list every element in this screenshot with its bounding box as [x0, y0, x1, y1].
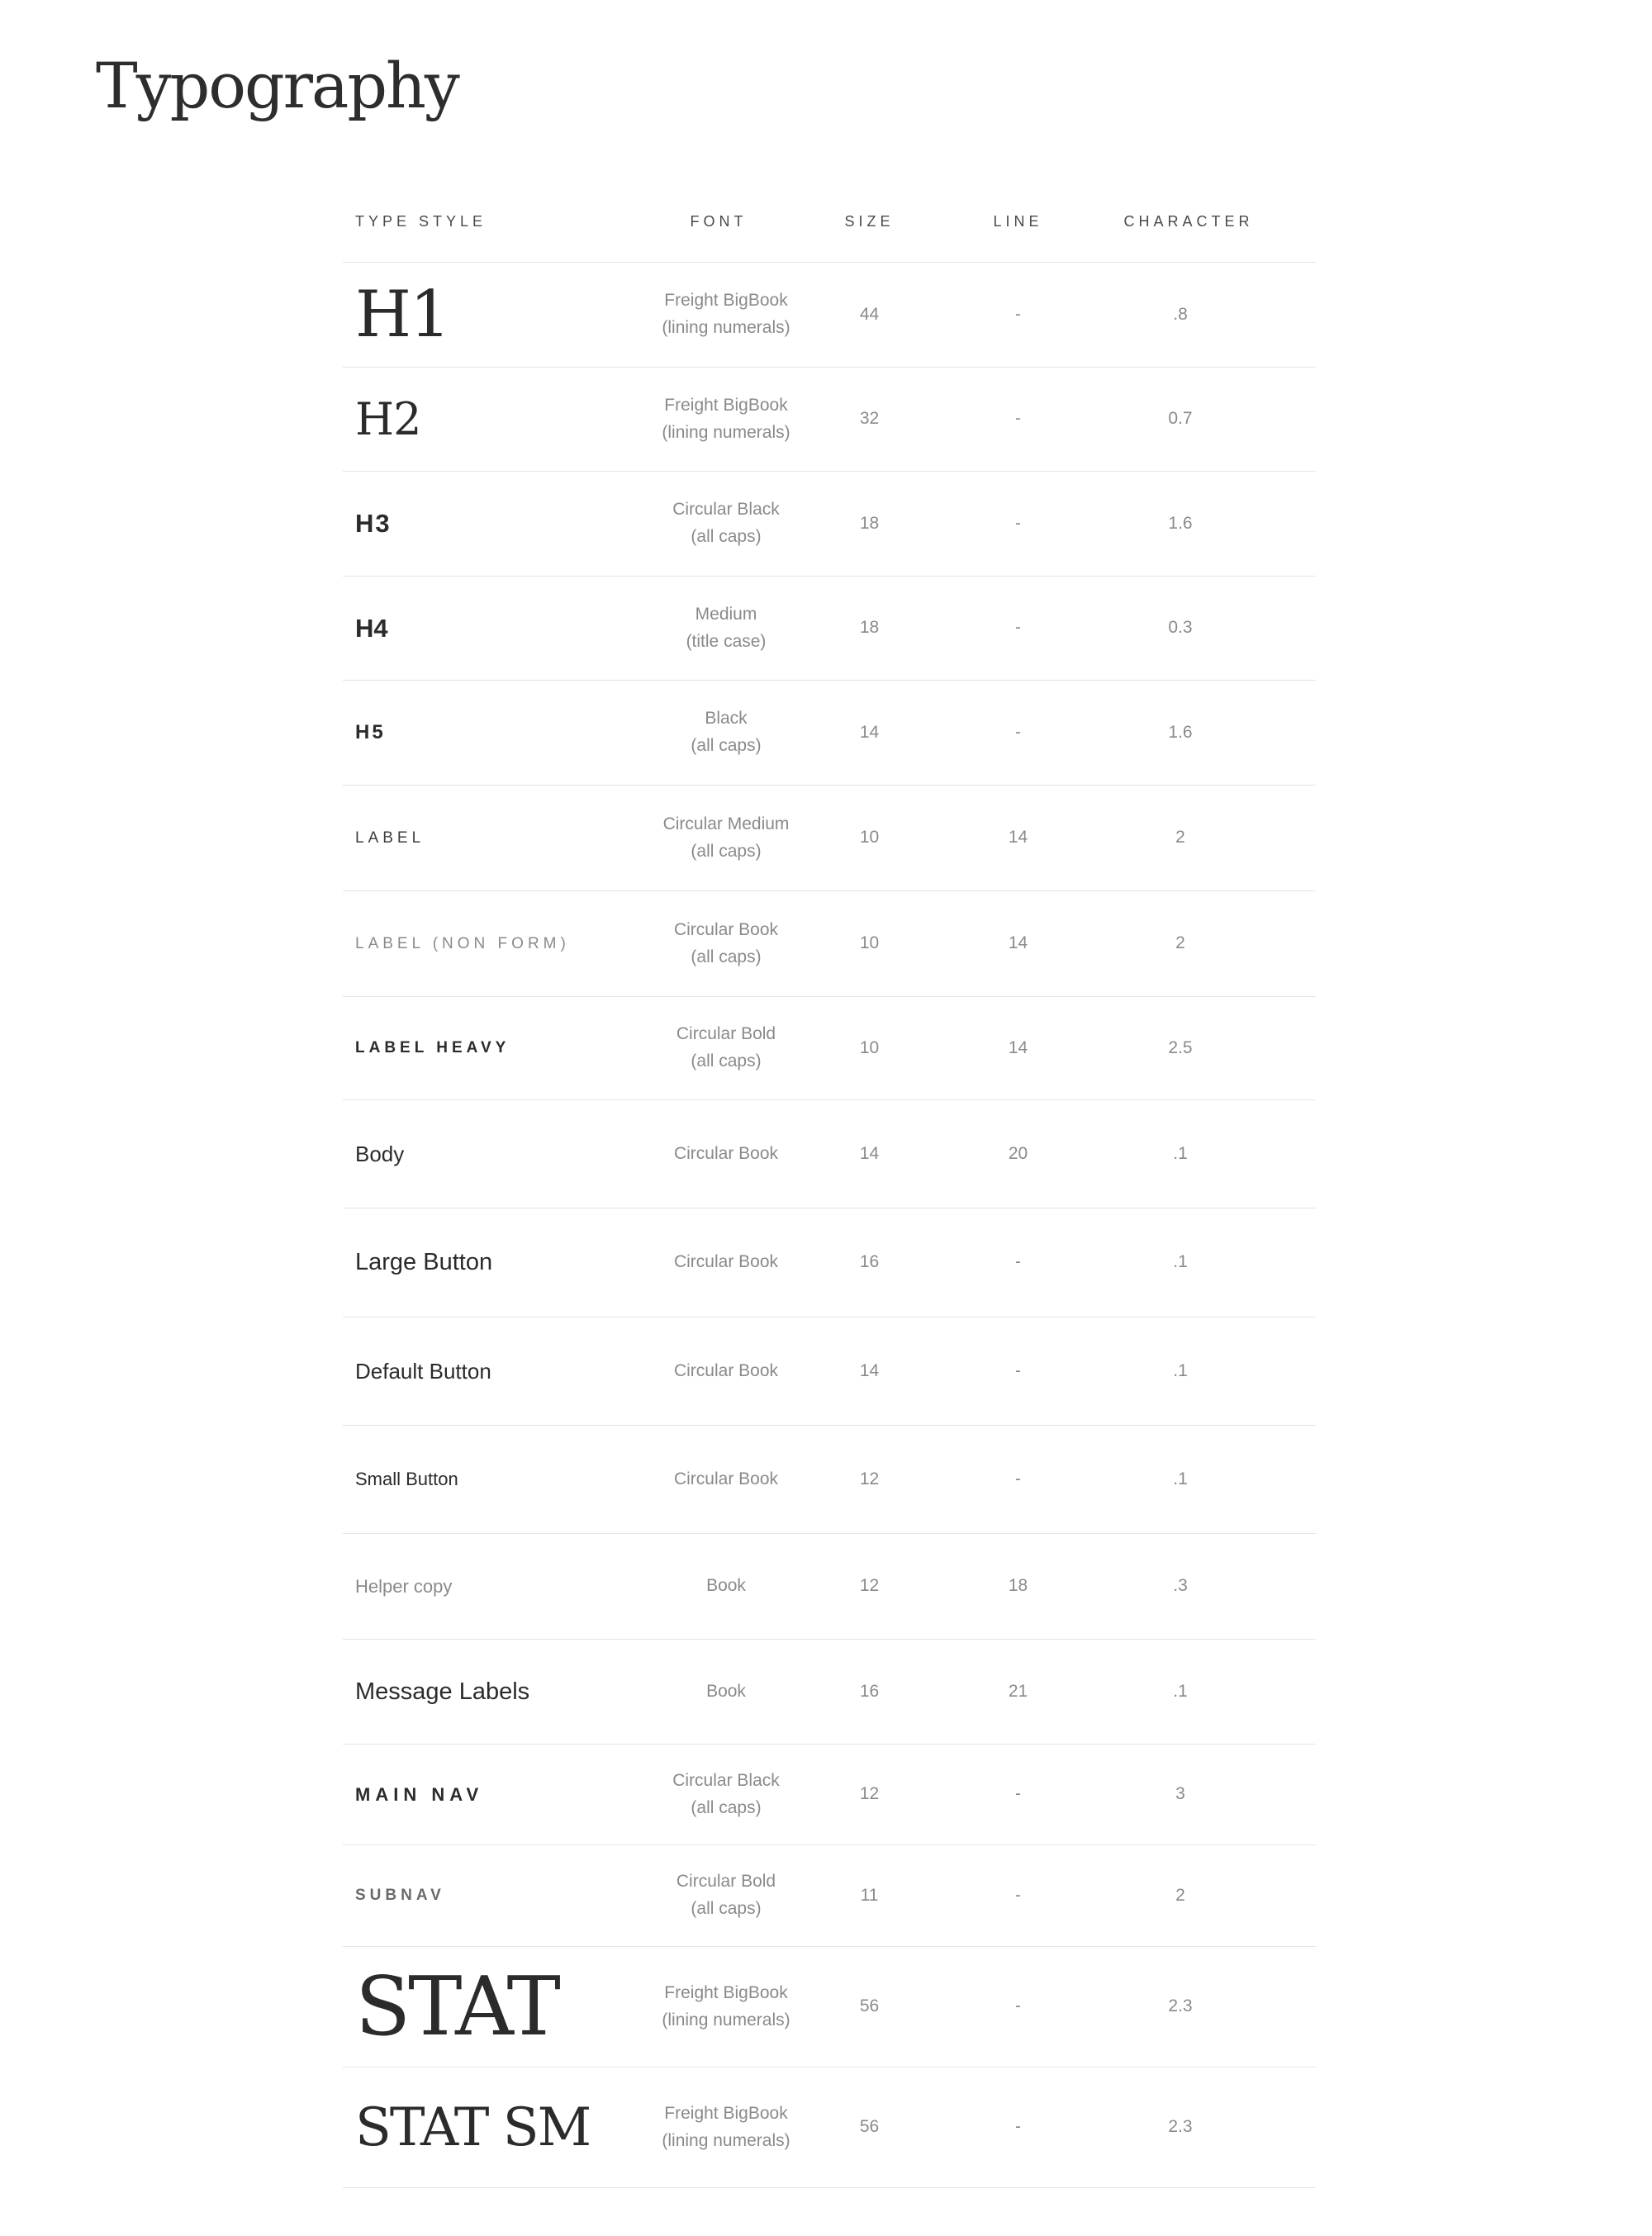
font-name: Freight BigBook [664, 291, 788, 311]
character-cell: 0.3 [1168, 618, 1193, 638]
size-cell: 18 [859, 618, 880, 638]
type-sample: STAT [355, 1959, 558, 2054]
font-cell [615, 1358, 805, 1385]
font-cell [615, 601, 805, 655]
font-name: Circular Bold [676, 1024, 776, 1044]
line-cell: - [1015, 1360, 1021, 1380]
character-cell: .1 [1173, 1143, 1188, 1163]
character-cell: .1 [1173, 1360, 1188, 1380]
font-name: Circular Book [673, 1252, 779, 1272]
table-row [343, 1534, 1316, 1640]
page-title: Typography [96, 49, 458, 122]
font-name: Freight BigBook [664, 1982, 788, 2002]
table-row [343, 577, 1316, 681]
font-name: Circular Bold [676, 1872, 776, 1892]
font-cell [615, 392, 805, 446]
font-note: (all caps) [691, 1899, 762, 1918]
size-cell: 56 [859, 1996, 880, 2016]
font-cell [615, 287, 805, 341]
table-row [343, 786, 1316, 891]
font-cell [615, 1249, 805, 1276]
line-cell: 20 [1008, 1143, 1028, 1163]
character-cell: 3 [1175, 1784, 1185, 1804]
table-row [343, 997, 1316, 1100]
header-type-style: TYPE STYLE [355, 213, 487, 230]
size-cell: 12 [859, 1784, 880, 1804]
character-cell: 2 [1175, 1885, 1185, 1905]
table-row [343, 1100, 1316, 1208]
table-row [343, 1317, 1316, 1426]
size-cell: 10 [859, 828, 880, 847]
type-sample: H2 [355, 393, 421, 445]
size-cell: 14 [859, 1360, 880, 1380]
character-cell: 1.6 [1168, 722, 1193, 742]
line-cell: 14 [1008, 828, 1028, 847]
character-cell: 2.3 [1168, 1996, 1193, 2016]
character-cell: .1 [1173, 1469, 1188, 1488]
character-cell: 2.5 [1168, 1037, 1193, 1057]
table-row [343, 891, 1316, 997]
font-note: (title case) [686, 631, 767, 651]
font-name: Circular Black [672, 1770, 780, 1790]
character-cell: .8 [1173, 304, 1188, 324]
type-sample: Default Button [355, 1358, 491, 1384]
font-name: Freight BigBook [664, 2103, 788, 2123]
table-header [343, 182, 1316, 263]
table-row [343, 1208, 1316, 1317]
font-note: (all caps) [691, 1797, 762, 1817]
line-cell: 14 [1008, 1037, 1028, 1057]
font-name: Circular Black [672, 500, 780, 520]
line-cell: 18 [1008, 1576, 1028, 1596]
size-cell: 16 [859, 1681, 880, 1701]
line-cell: - [1015, 2117, 1021, 2137]
table-row [343, 1845, 1316, 1947]
font-note: (lining numerals) [662, 2010, 790, 2029]
font-note: (lining numerals) [662, 318, 790, 337]
font-note: (all caps) [691, 527, 762, 546]
character-cell: 1.6 [1168, 513, 1193, 533]
character-cell: .1 [1173, 1681, 1188, 1701]
size-cell: 56 [859, 2117, 880, 2137]
table-row [343, 263, 1316, 368]
line-cell: - [1015, 618, 1021, 638]
type-sample: LABEL [355, 828, 425, 847]
table-row [343, 1947, 1316, 2067]
size-cell: 11 [860, 1885, 879, 1905]
font-note: (lining numerals) [662, 2130, 790, 2150]
line-cell: - [1015, 1252, 1021, 1272]
character-cell: 2.3 [1168, 2117, 1193, 2137]
type-sample: H3 [355, 509, 392, 538]
character-cell: .1 [1173, 1252, 1188, 1272]
line-cell: 14 [1008, 933, 1028, 953]
font-cell [615, 1868, 805, 1922]
table-row [343, 681, 1316, 786]
font-name: Circular Book [673, 1143, 779, 1163]
header-font: FONT [690, 213, 748, 230]
font-cell [615, 1768, 805, 1821]
font-name: Circular Book [673, 1469, 779, 1488]
font-cell [615, 1980, 805, 2034]
size-cell: 16 [859, 1252, 880, 1272]
line-cell: - [1015, 722, 1021, 742]
size-cell: 18 [859, 513, 880, 533]
type-sample: Helper copy [355, 1575, 453, 1597]
type-sample: LABEL (NON FORM) [355, 934, 570, 952]
type-sample: MAIN NAV [355, 1783, 484, 1805]
character-cell: 2 [1175, 828, 1185, 847]
font-cell [615, 917, 805, 971]
font-name: Book [706, 1576, 746, 1596]
header-size: SIZE [844, 213, 895, 230]
table-row [343, 2067, 1316, 2188]
character-cell: 0.7 [1168, 409, 1193, 429]
typography-table [343, 182, 1316, 2188]
size-cell: 10 [859, 1037, 880, 1057]
size-cell: 44 [859, 304, 880, 324]
font-name: Book [706, 1681, 746, 1701]
font-name: Black [705, 709, 748, 729]
font-cell [615, 2101, 805, 2154]
font-name: Circular Medium [662, 814, 790, 833]
line-cell: - [1015, 1996, 1021, 2016]
type-sample: Small Button [355, 1469, 458, 1489]
type-sample: Large Button [355, 1249, 493, 1275]
type-sample: STAT SM [355, 2096, 591, 2158]
type-sample: SUBNAV [355, 1887, 445, 1904]
size-cell: 32 [859, 409, 880, 429]
font-note: (all caps) [691, 736, 762, 755]
size-cell: 10 [859, 933, 880, 953]
table-row [343, 1426, 1316, 1534]
character-cell: .3 [1173, 1576, 1188, 1596]
line-cell: - [1015, 304, 1021, 324]
line-cell: 21 [1008, 1681, 1028, 1701]
font-cell [615, 496, 805, 550]
line-cell: - [1015, 1784, 1021, 1804]
size-cell: 12 [859, 1576, 880, 1596]
font-note: (lining numerals) [662, 422, 790, 442]
table-row [343, 368, 1316, 472]
font-name: Circular Book [673, 1360, 779, 1380]
table-row [343, 1640, 1316, 1745]
line-cell: - [1015, 1469, 1021, 1488]
size-cell: 12 [859, 1469, 880, 1488]
type-sample: Message Labels [355, 1678, 530, 1705]
font-cell [615, 1573, 805, 1600]
font-name: Circular Book [673, 919, 779, 939]
type-sample: LABEL HEAVY [355, 1039, 510, 1056]
type-sample: H5 [355, 721, 386, 743]
font-cell [615, 1678, 805, 1706]
table-row [343, 472, 1316, 577]
font-cell [615, 1141, 805, 1168]
table-row [343, 1745, 1316, 1845]
line-cell: - [1015, 513, 1021, 533]
type-sample: H4 [355, 613, 388, 643]
type-sample: Body [355, 1141, 405, 1166]
character-cell: 2 [1175, 933, 1185, 953]
font-cell [615, 811, 805, 865]
size-cell: 14 [859, 722, 880, 742]
header-line: LINE [993, 213, 1043, 230]
size-cell: 14 [859, 1143, 880, 1163]
font-cell [615, 1021, 805, 1075]
line-cell: - [1015, 409, 1021, 429]
font-name: Medium [695, 604, 757, 624]
line-cell: - [1015, 1885, 1021, 1905]
header-character: CHARACTER [1123, 213, 1254, 230]
font-name: Freight BigBook [664, 395, 788, 415]
font-note: (all caps) [691, 1052, 762, 1071]
font-cell [615, 1466, 805, 1493]
font-cell [615, 705, 805, 759]
type-sample: H1 [355, 278, 449, 352]
font-note: (all caps) [691, 947, 762, 966]
font-note: (all caps) [691, 841, 762, 861]
